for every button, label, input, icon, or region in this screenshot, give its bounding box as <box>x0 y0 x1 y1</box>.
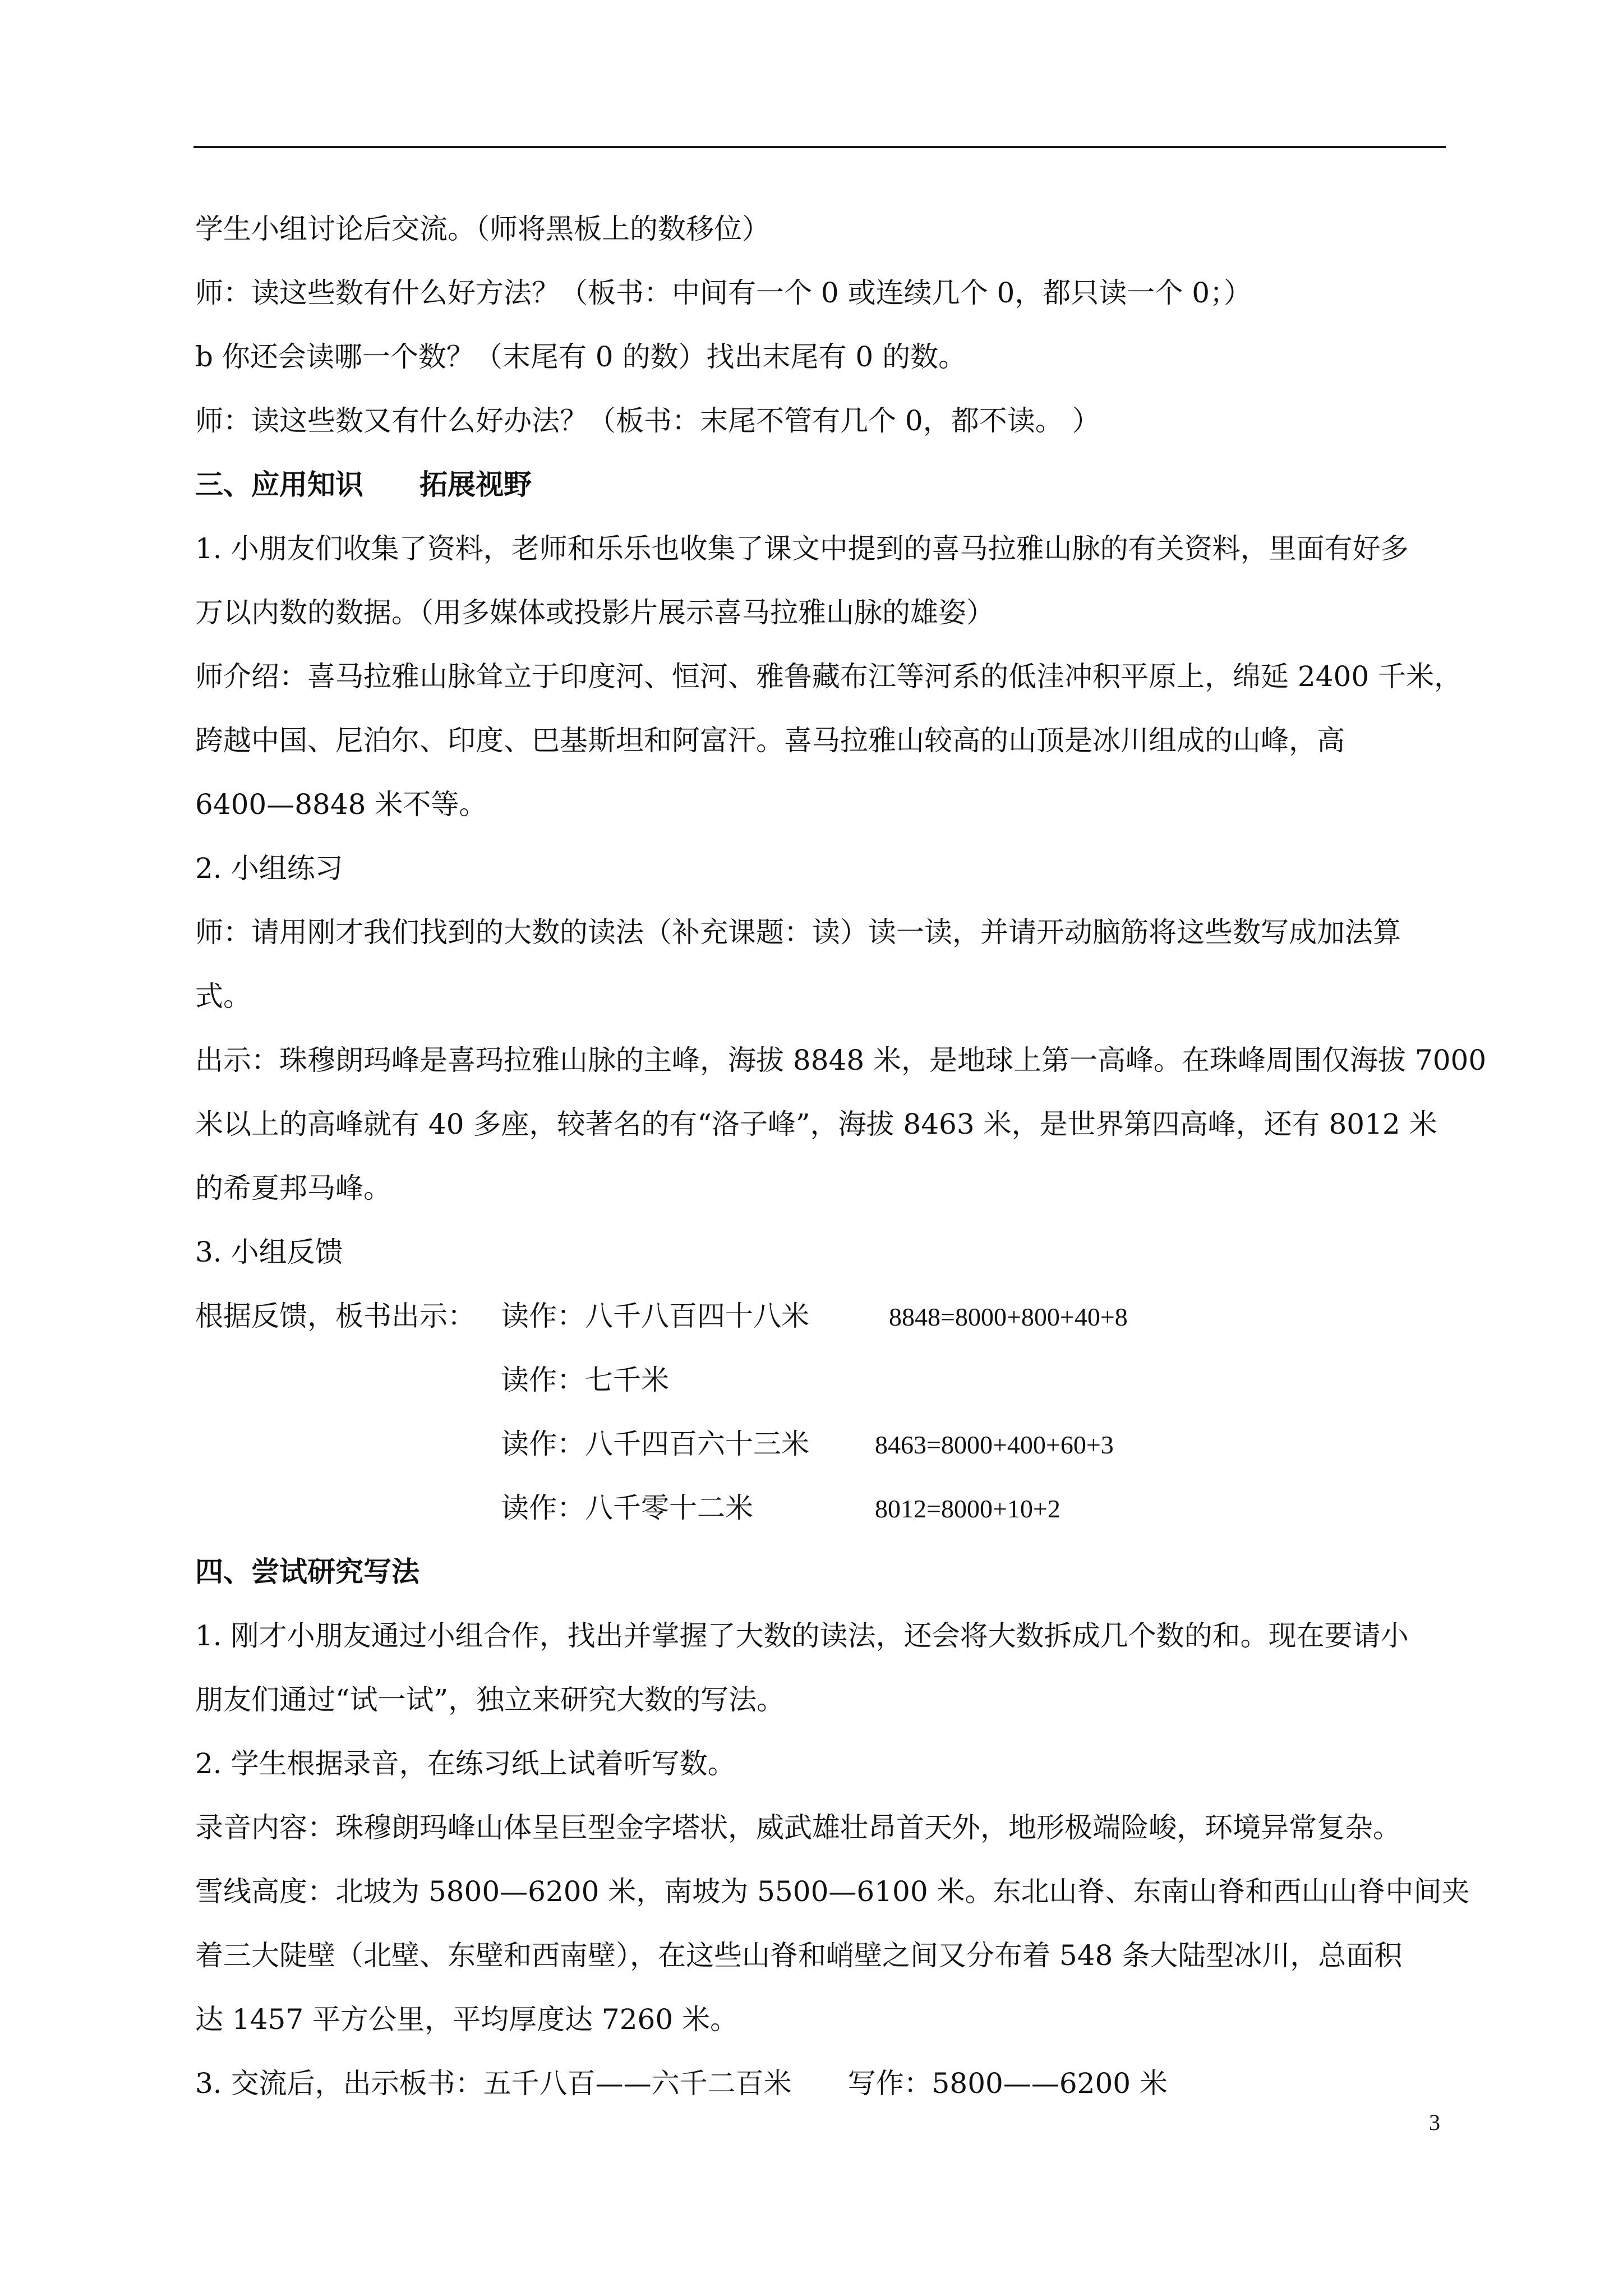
text-line: b 你还会读哪一个数？（末尾有 0 的数）找出末尾有 0 的数。 <box>195 341 967 373</box>
section-heading: 四、尝试研究写法 <box>195 1556 419 1588</box>
text-line: 3. 交流后，出示板书：五千八百——六千二百米 写作：5800——6200 米 <box>195 2067 1168 2100</box>
text-line: 出示：珠穆朗玛峰是喜玛拉雅山脉的主峰，海拔 8848 米，是地球上第一高峰。在珠峰周围仅海拔 7000 <box>195 1044 1487 1076</box>
text-line: 着三大陡壁（北壁、东壁和西南壁），在这些山脊和峭壁之间又分布着 548 条大陆型冰川，总面积 <box>195 1939 1403 1972</box>
text-line: 1. 刚才小朋友通过小组合作，找出并掌握了大数的读法，还会将大数拆成几个数的和。现在要请小 <box>195 1619 1409 1652</box>
text-line: 米以上的高峰就有 40 多座，较著名的有“洛子峰”，海拔 8463 米，是世界第四高峰，还有 8012 米 <box>195 1108 1437 1140</box>
text-line: 1. 小朋友们收集了资料，老师和乐乐也收集了课文中提到的喜马拉雅山脉的有关资料，里面有好多 <box>195 532 1409 565</box>
text-line: 达 1457 平方公里，平均厚度达 7260 米。 <box>195 2003 739 2036</box>
text-line: 雪线高度：北坡为 5800—6200 米，南坡为 5500—6100 米。东北山脊、东南山脊和西山山脊中间夹 <box>195 1875 1470 1908</box>
board-reading: 读作：八千零十二米 <box>501 1492 753 1524</box>
section-heading: 三、应用知识 拓展视野 <box>195 468 532 501</box>
text-line: 的希夏邦马峰。 <box>195 1172 391 1204</box>
board-intro: 根据反馈，板书出示： <box>195 1300 476 1332</box>
text-line: 万以内数的数据。（用多媒体或投影片展示喜马拉雅山脉的雄姿） <box>195 596 994 629</box>
text-line: 6400—8848 米不等。 <box>195 788 487 821</box>
text-line: 式。 <box>195 980 251 1013</box>
text-line: 学生小组讨论后交流。（师将黑板上的数移位） <box>195 213 770 245</box>
board-equation: 8463=8000+400+60+3 <box>875 1430 1114 1459</box>
board-reading: 读作：七千米 <box>501 1364 669 1396</box>
text-line: 2. 小组练习 <box>195 852 343 885</box>
text-line: 3. 小组反馈 <box>195 1236 343 1268</box>
board-equation: 8848=8000+800+40+8 <box>889 1303 1128 1331</box>
board-reading: 读作：八千四百六十三米 <box>501 1428 809 1460</box>
board-equation: 8012=8000+10+2 <box>875 1494 1061 1523</box>
page-number: 3 <box>1429 2110 1440 2135</box>
header-rule <box>193 146 1446 148</box>
text-line: 师：请用刚才我们找到的大数的读法（补充课题：读）读一读，并请开动脑筋将这些数写成加法算 <box>195 916 1401 949</box>
text-line: 师：读这些数有什么好方法？（板书：中间有一个 0 或连续几个 0，都只读一个 0；） <box>195 277 1252 309</box>
text-line: 朋友们通过“试一试”，独立来研究大数的写法。 <box>195 1683 785 1716</box>
text-line: 跨越中国、尼泊尔、印度、巴基斯坦和阿富汗。喜马拉雅山较高的山顶是冰川组成的山峰，高 <box>195 724 1345 757</box>
text-line: 2. 学生根据录音，在练习纸上试着听写数。 <box>195 1747 736 1780</box>
text-line: 师介绍：喜马拉雅山脉耸立于印度河、恒河、雅鲁藏布江等河系的低洼冲积平原上，绵延 2400 千米， <box>195 660 1463 693</box>
text-line: 师：读这些数又有什么好办法？（板书：末尾不管有几个 0，都不读。 ） <box>195 404 1100 437</box>
board-reading: 读作：八千八百四十八米 <box>501 1300 809 1332</box>
text-line: 录音内容：珠穆朗玛峰山体呈巨型金字塔状，威武雄壮昂首天外，地形极端险峻，环境异常复杂。 <box>195 1811 1401 1844</box>
